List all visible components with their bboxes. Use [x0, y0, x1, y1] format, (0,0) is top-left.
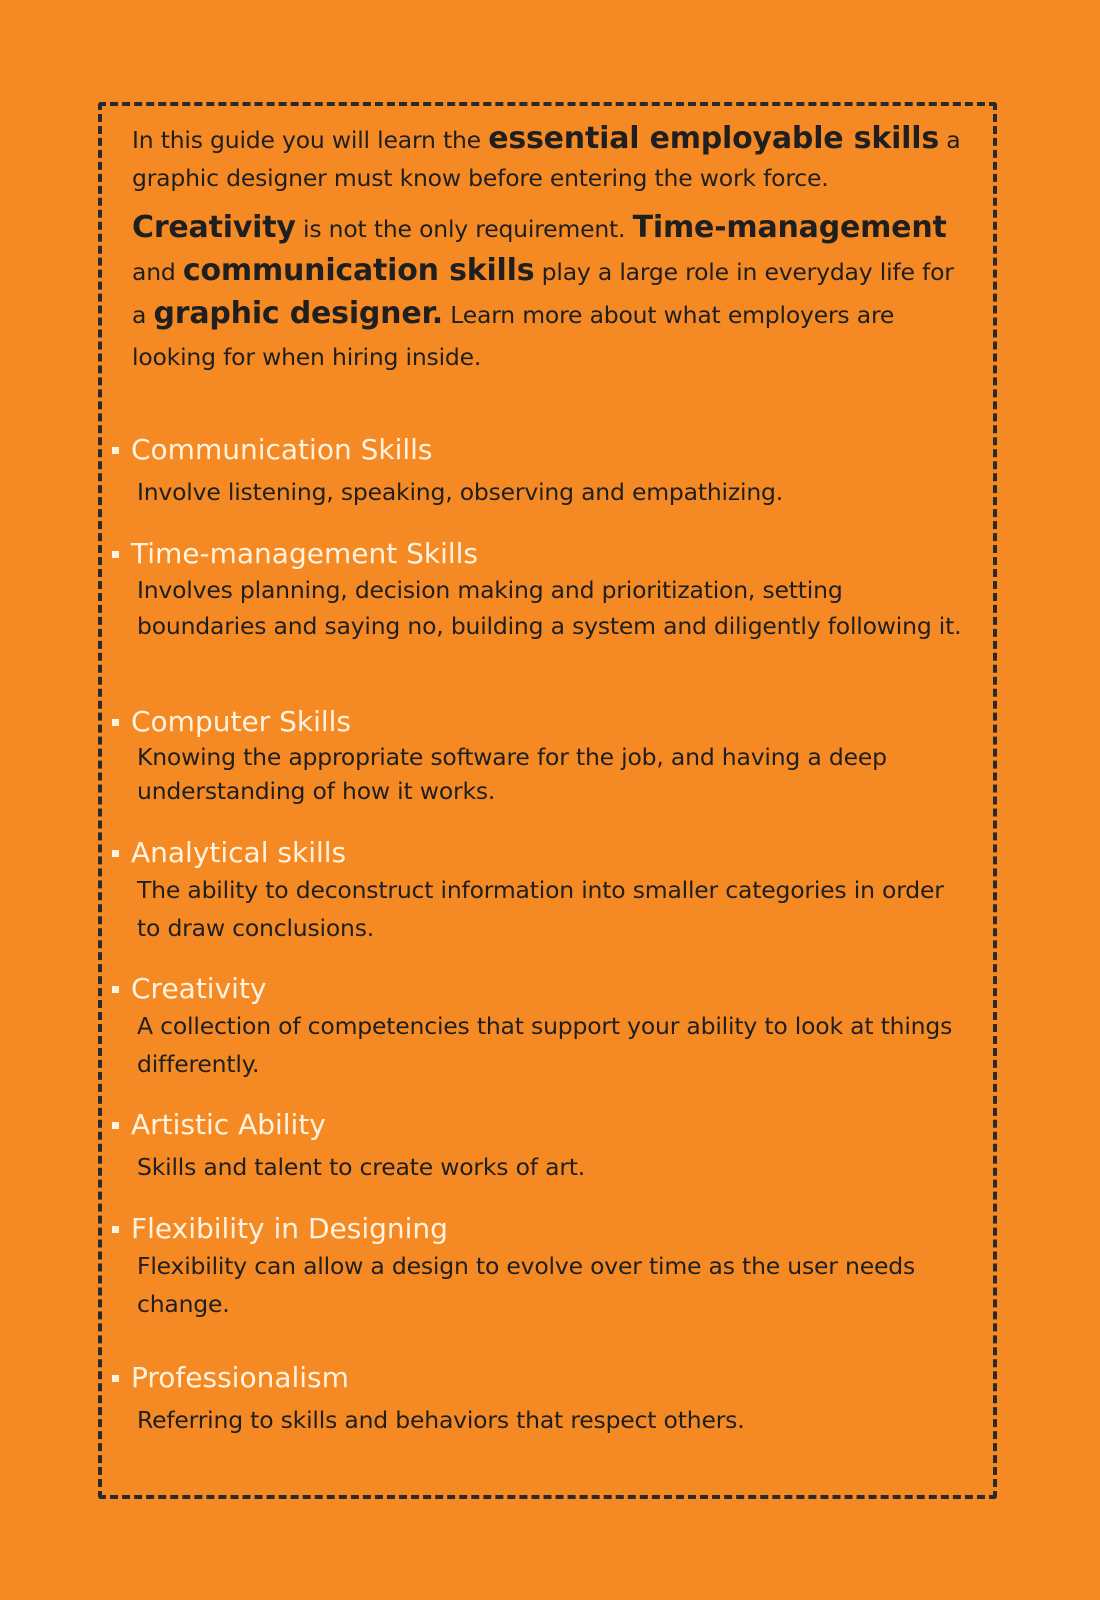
skill-title	[112, 971, 972, 1007]
intro-text: and	[132, 258, 183, 286]
skill-description: Knowing the appropriate software for the job, and having a deep understanding of how it works.	[137, 743, 887, 805]
skill-item	[112, 1211, 972, 1323]
intro-emphasis: essential employable skills	[488, 121, 939, 156]
skill-description: Flexibility can allow a design to evolve over time as the user needs change.	[137, 1252, 915, 1318]
skill-title	[112, 704, 972, 740]
intro-emphasis: graphic designer.	[153, 296, 443, 331]
skill-item	[112, 704, 972, 808]
bullet-icon	[112, 850, 119, 857]
skill-description: A collection of competencies that support your ability to look at things differently.	[137, 1012, 953, 1078]
bullet-icon	[112, 1226, 119, 1233]
intro-text: a graphic designer must know before entering the work force.	[132, 126, 961, 192]
skill-item	[112, 1360, 972, 1439]
skill-title-text: Computer Skills	[131, 705, 352, 738]
intro-paragraph-2	[132, 207, 967, 378]
bullet-icon	[112, 447, 119, 454]
skill-item	[112, 971, 972, 1083]
skill-description: Involve listening, speaking, observing and empathizing.	[137, 478, 784, 506]
skill-description: The ability to deconstruct information into smaller categories in order to draw conclusions.	[137, 876, 944, 942]
bullet-icon	[112, 551, 119, 558]
intro-emphasis: communication skills	[182, 253, 535, 288]
skill-item	[112, 432, 972, 511]
skill-title	[112, 1211, 972, 1247]
bullet-icon	[112, 986, 119, 993]
skill-title	[112, 1107, 972, 1143]
skill-title	[112, 536, 972, 572]
intro-text: play a large role in everyday life for a	[132, 258, 954, 329]
intro-section	[132, 120, 967, 388]
skill-title-text: Artistic Ability	[131, 1108, 326, 1141]
skill-description: Skills and talent to create works of art.	[137, 1153, 586, 1181]
skill-title-text: Creativity	[131, 972, 267, 1005]
intro-text: In this guide you will learn the	[132, 126, 489, 154]
intro-emphasis: Time-management	[632, 210, 947, 245]
skill-description: Referring to skills and behaviors that respect others.	[137, 1406, 745, 1434]
skill-title	[112, 432, 972, 468]
intro-text: Learn more about what employers are looking for when hiring inside.	[132, 301, 895, 371]
skill-item	[112, 536, 972, 644]
intro-emphasis: Creativity	[132, 210, 296, 245]
skill-title	[112, 1360, 972, 1396]
intro-paragraph-1	[132, 120, 967, 197]
skill-title	[112, 835, 972, 871]
intro-text: is not the only requirement.	[295, 215, 633, 243]
skill-title-text: Time-management Skills	[131, 537, 479, 570]
bullet-icon	[112, 719, 119, 726]
bullet-icon	[112, 1375, 119, 1382]
skill-item	[112, 1107, 972, 1186]
bullet-icon	[112, 1122, 119, 1129]
skill-item	[112, 835, 972, 947]
skill-title-text: Communication Skills	[131, 433, 433, 466]
skill-description: Involves planning, decision making and prioritization, setting boundaries and saying no, building a system and diligently following it.	[137, 576, 962, 640]
skill-title-text: Professionalism	[131, 1361, 349, 1394]
skill-title-text: Flexibility in Designing	[131, 1212, 448, 1245]
skill-title-text: Analytical skills	[131, 836, 347, 869]
